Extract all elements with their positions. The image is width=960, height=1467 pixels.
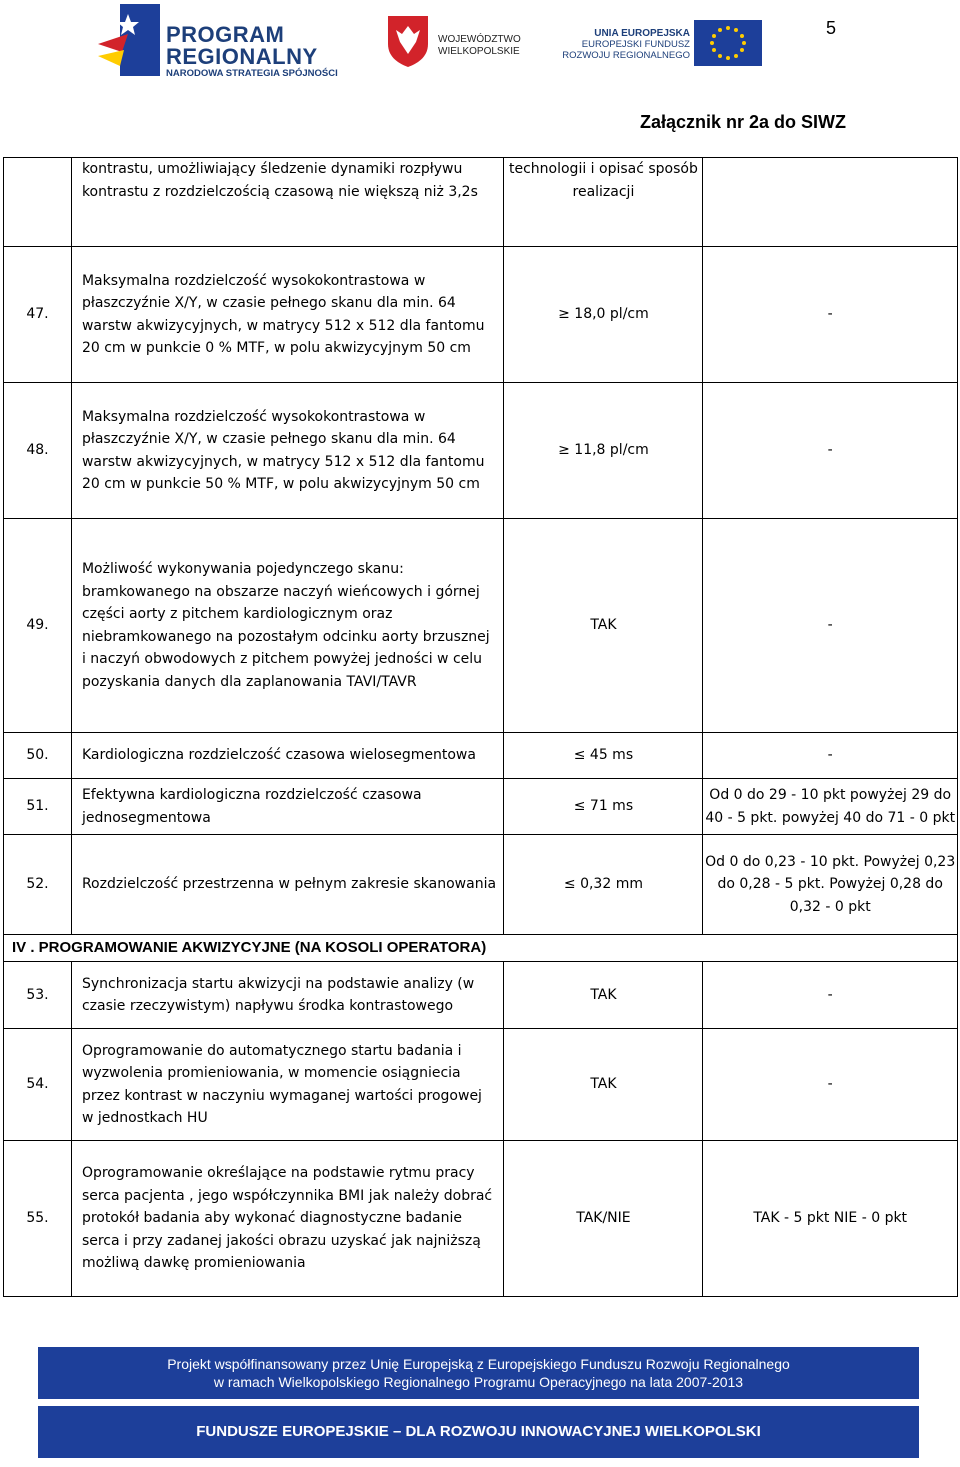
row-points: Od 0 do 0,23 - 10 pkt. Powyżej 0,23 do 0,28 - 5 pkt. Powyżej 0,28 do 0,32 - 0 pkt [703, 835, 958, 935]
footer-slogan-banner: FUNDUSZE EUROPEJSKIE – DLA ROZWOJU INNOWACYJNEJ WIELKOPOLSKI [38, 1406, 919, 1458]
row-points: - [703, 383, 958, 519]
row-requirement: ≤ 45 ms [504, 733, 703, 779]
row-number: 52. [4, 835, 72, 935]
eu-text [562, 28, 690, 61]
page-header [0, 0, 960, 90]
row-requirement: ≥ 11,8 pl/cm [504, 383, 703, 519]
row-description: Rozdzielczość przestrzenna w pełnym zakresie skanowania [71, 835, 504, 935]
annex-title: Załącznik nr 2a do SIWZ [640, 112, 847, 132]
row-requirement: TAK [504, 962, 703, 1029]
eu-logo [562, 20, 772, 70]
row-points: - [703, 519, 958, 733]
eu-line-3: ROZWOJU REGIONALNEGO [562, 50, 690, 61]
program-title-2: REGIONALNY [166, 44, 318, 69]
page-number: 5 [826, 18, 837, 38]
crest-icon [386, 14, 430, 68]
row-number: 47. [4, 247, 72, 383]
row-description: Oprogramowanie do automatycznego startu badania i wyzwolenia promieniowania, w momencie osiągniecia przez kontrast w naczyniu wymaganej wartości progowej w jednostkach HU [71, 1029, 504, 1141]
program-regionalny-logo [98, 4, 348, 82]
row-requirement: TAK [504, 519, 703, 733]
woj-line-1: WOJEWÓDZTWO [438, 34, 521, 45]
star-flag-icon [98, 4, 160, 76]
row-requirement: technologii i opisać sposób realizacji [504, 158, 703, 247]
row-points: - [703, 733, 958, 779]
row-description: Maksymalna rozdzielczość wysokokontrastowa w płaszczyźnie X/Y, w czasie pełnego skanu dla min. 64 warstw akwizycyjnych, w matrycy 512 x 512 dla fantomu 20 cm w punkcie 50 % MTF, w polu akwizycyjnym 50 cm [71, 383, 504, 519]
row-points: - [703, 1029, 958, 1141]
section-title: IV . PROGRAMOWANIE AKWIZYCYJNE (NA KOSOLI OPERATORA) [4, 935, 958, 962]
row-description: Maksymalna rozdzielczość wysokokontrastowa w płaszczyźnie X/Y, w czasie pełnego skanu dla min. 64 warstw akwizycyjnych, w matrycy 512 x 512 dla fantomu 20 cm w punkcie 0 % MTF, w polu akwizycyjnym 50 cm [71, 247, 504, 383]
table-row [4, 779, 958, 835]
row-requirement: ≤ 71 ms [504, 779, 703, 835]
row-points [703, 158, 958, 247]
eu-line-1: UNIA EUROPEJSKA [594, 28, 690, 39]
row-points: Od 0 do 29 - 10 pkt powyżej 29 do 40 - 5 pkt. powyżej 40 do 71 - 0 pkt [703, 779, 958, 835]
footer-line-1: Projekt współfinansowany przez Unię Europejską z Europejskiego Funduszu Rozwoju Regionalnego [167, 1356, 790, 1372]
section-row [4, 935, 958, 962]
table-row [4, 247, 958, 383]
row-number: 51. [4, 779, 72, 835]
row-requirement: ≥ 18,0 pl/cm [504, 247, 703, 383]
row-number [4, 158, 72, 247]
row-requirement: TAK/NIE [504, 1141, 703, 1297]
table-row [4, 519, 958, 733]
row-number: 50. [4, 733, 72, 779]
table-row [4, 733, 958, 779]
eu-line-2: EUROPEJSKI FUNDUSZ [581, 39, 690, 50]
program-title-1: PROGRAM [166, 22, 285, 47]
row-number: 54. [4, 1029, 72, 1141]
table-row [4, 962, 958, 1029]
row-description: kontrastu, umożliwiający śledzenie dynamiki rozpływu kontrastu z rozdzielczością czasową nie większą niż 3,2s [71, 158, 504, 247]
row-description: Efektywna kardiologiczna rozdzielczość czasowa jednosegmentowa [71, 779, 504, 835]
row-requirement: TAK [504, 1029, 703, 1141]
specification-table [3, 157, 958, 1297]
row-number: 53. [4, 962, 72, 1029]
row-number: 49. [4, 519, 72, 733]
footer-line-2: w ramach Wielkopolskiego Regionalnego Programu Operacyjnego na lata 2007-2013 [213, 1374, 744, 1390]
woj-line-2: WIELKOPOLSKIE [438, 46, 520, 57]
row-number: 55. [4, 1141, 72, 1297]
eu-flag-icon [694, 20, 762, 66]
row-description: Synchronizacja startu akwizycji na podstawie analizy (w czasie rzeczywistym) napływu środka kontrastowego [71, 962, 504, 1029]
program-subtitle: NARODOWA STRATEGIA SPÓJNOŚCI [166, 68, 338, 79]
wojewodztwo-text [438, 34, 521, 58]
table-row [4, 835, 958, 935]
row-description: Oprogramowanie określające na podstawie rytmu pracy serca pacjenta , jego współczynnika BMI jak należy dobrać protokół badania aby wykonać diagnostyczne badanie serca i przy zadanej jakości obrazu uzyskać jak najniższą możliwą dawkę promieniowania [71, 1141, 504, 1297]
footer-cofinancing-banner [38, 1347, 919, 1399]
row-requirement: ≤ 0,32 mm [504, 835, 703, 935]
table-row [4, 158, 958, 247]
table-row [4, 1029, 958, 1141]
table-row [4, 383, 958, 519]
row-description: Możliwość wykonywania pojedynczego skanu: bramkowanego na obszarze naczyń wieńcowych i górnej części aorty z pitchem kardiologicznym oraz niebramkowanego na pozostałym odcinku aorty brzusznej i naczyń obwodowych z pitchem powyżej jedności w celu pozyskania danych dla zaplanowania TAVI/TAVR [71, 519, 504, 733]
wojewodztwo-logo [386, 14, 526, 74]
row-description: Kardiologiczna rozdzielczość czasowa wielosegmentowa [71, 733, 504, 779]
row-points: - [703, 962, 958, 1029]
row-points: TAK - 5 pkt NIE - 0 pkt [703, 1141, 958, 1297]
row-points: - [703, 247, 958, 383]
row-number: 48. [4, 383, 72, 519]
table-row [4, 1141, 958, 1297]
